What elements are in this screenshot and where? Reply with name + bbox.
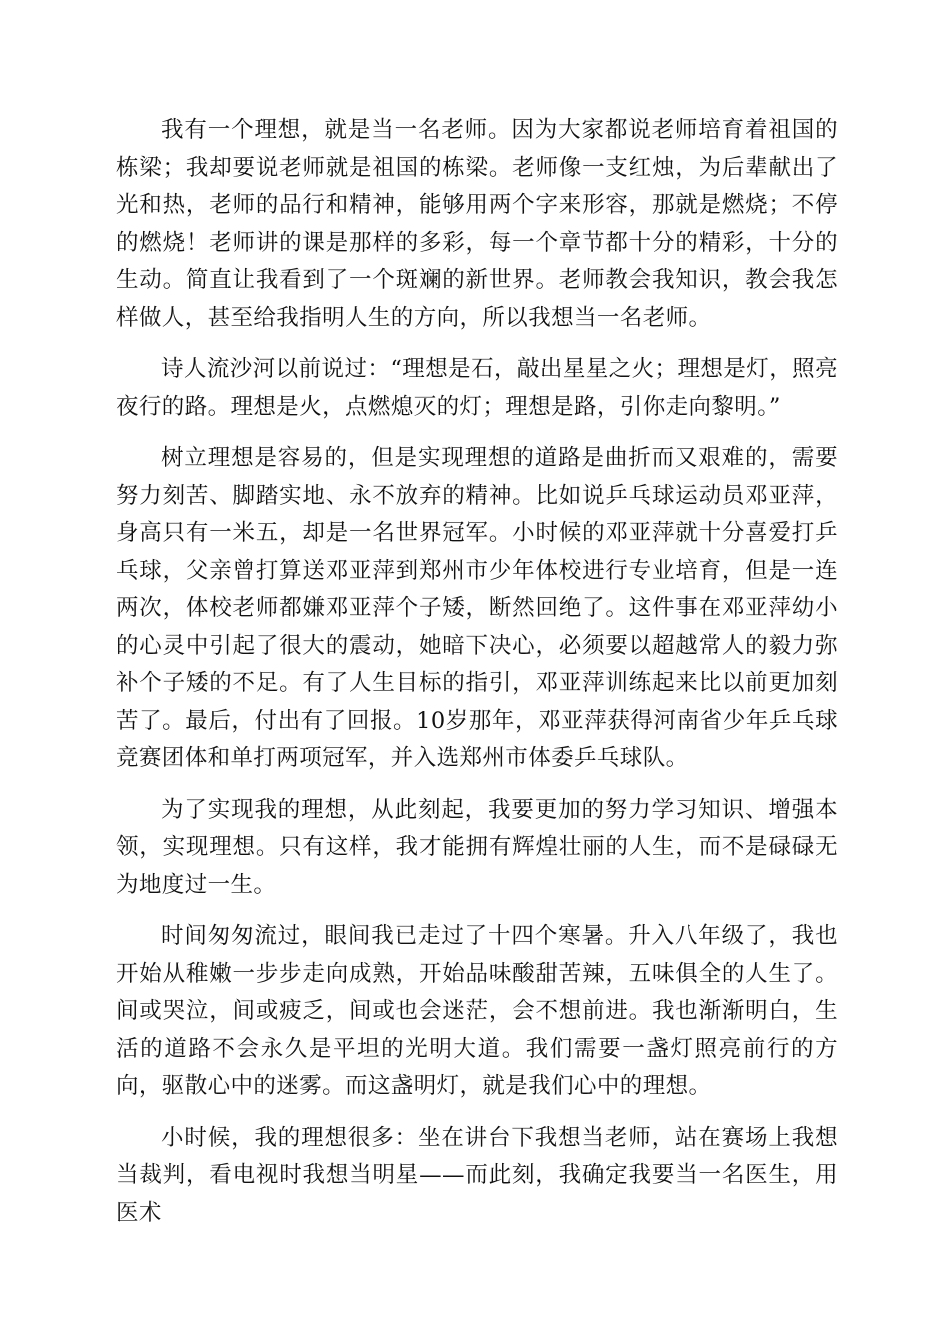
paragraph-deng-yaping: 树立理想是容易的，但是实现理想的道路是曲折而又艰难的，需要努力刻苦、脚踏实地、永不放弃的精神。比如说乒乓球运动员邓亚萍，身高只有一米五，却是一名世界冠军。小时候的邓亚萍就十分喜爱打乒乓球，父亲曾打算送邓亚萍到郑州市少年体校进行专业培育，但是一连两次，体校老师都嫌邓亚萍个子矮，断然回绝了。这件事在邓亚萍幼小的心灵中引起了很大的震动，她暗下决心，必须要以超越常人的毅力弥补个子矮的不足。有了人生目标的指引，邓亚萍训练起来比以前更加刻苦了。最后，付出有了回报。10岁那年，邓亚萍获得河南省少年乒乓球竞赛团体和单打两项冠军，并入选郑州市体委乒乓球队。	[116, 445, 838, 771]
paragraph-realize-ideal: 为了实现我的理想，从此刻起，我要更加的努力学习知识、增强本领，实现理想。只有这样，我才能拥有辉煌壮丽的人生，而不是碌碌无为地度过一生。	[116, 796, 838, 898]
paragraph-childhood-ideals: 小时候，我的理想很多：坐在讲台下我想当老师，站在赛场上我想当裁判，看电视时我想当明星——而此刻，我确定我要当一名医生，用医术	[116, 1124, 838, 1226]
paragraph-poet-quote: 诗人流沙河以前说过：“理想是石，敲出星星之火；理想是灯，照亮夜行的路。理想是火，点燃熄灭的灯；理想是路，引你走向黎明。”	[116, 356, 838, 420]
paragraph-teacher-ideal: 我有一个理想，就是当一名老师。因为大家都说老师培育着祖国的栋梁；我却要说老师就是祖国的栋梁。老师像一支红烛，为后辈献出了光和热，老师的品行和精神，能够用两个字来形容，那就是燃烧；不停的燃烧！老师讲的课是那样的多彩，每一个章节都十分的精彩，十分的生动。简直让我看到了一个斑斓的新世界。老师教会我知识，教会我怎样做人，甚至给我指明人生的方向，所以我想当一名老师。	[116, 117, 838, 331]
paragraph-time-passes: 时间匆匆流过，眼间我已走过了十四个寒暑。升入八年级了，我也开始从稚嫩一步步走向成熟，开始品味酸甜苦辣，五味俱全的人生了。间或哭泣，间或疲乏，间或也会迷茫，会不想前进。我也渐渐明白，生活的道路不会永久是平坦的光明大道。我们需要一盏灯照亮前行的方向，驱散心中的迷雾。而这盏明灯，就是我们心中的理想。	[116, 923, 838, 1099]
document-page	[116, 112, 838, 1246]
